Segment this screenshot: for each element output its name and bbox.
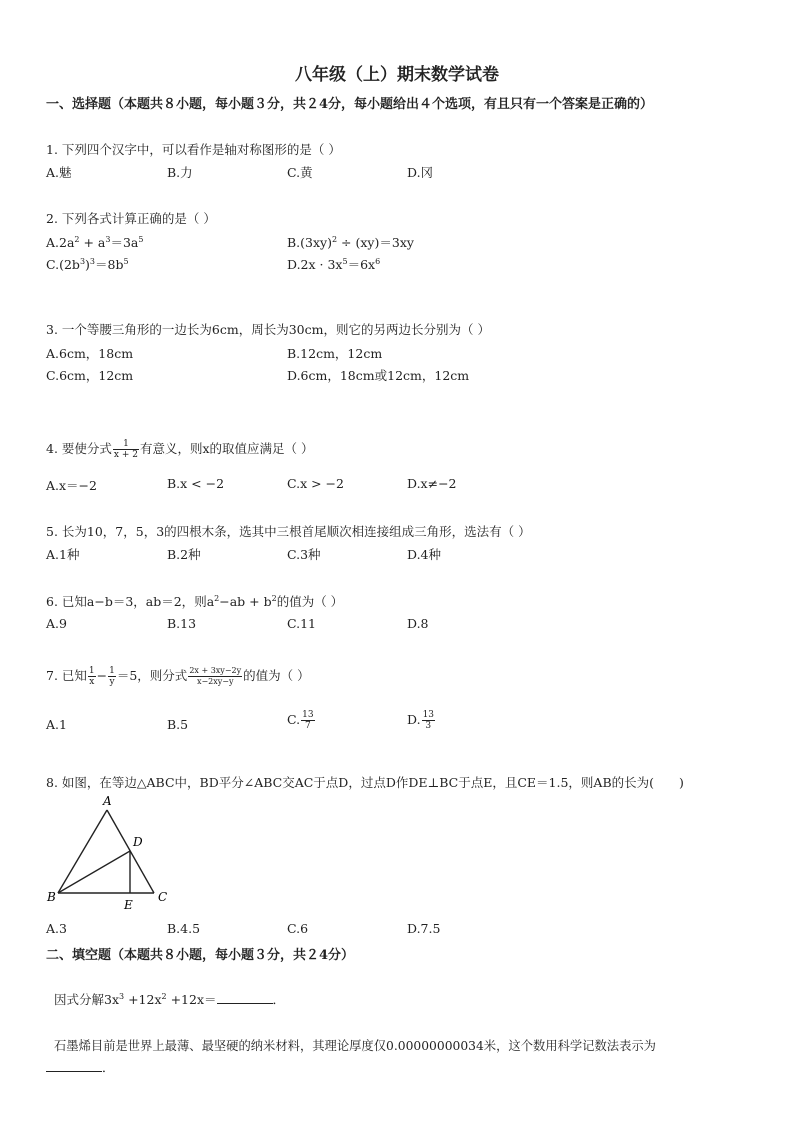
q4-option-c: C.x > −2 xyxy=(287,476,344,491)
q8-option-a: A.3 xyxy=(46,921,67,936)
label-d: D xyxy=(133,835,143,849)
fill-question-1: 因式分解$3x^3 +12x^2 +12x=$ ． xyxy=(54,992,286,1007)
label-b: B xyxy=(47,890,56,904)
q1-option-c: C.黄 xyxy=(287,165,313,180)
q6-option-c: C.11 xyxy=(287,616,316,631)
q3-option-d: D.6cm，18cm或12cm，12cm xyxy=(287,368,470,383)
q5-option-a: A.1种 xyxy=(46,547,80,562)
q3-option-c: C.6cm，12cm xyxy=(46,368,134,383)
answer-blank[interactable] xyxy=(217,1003,273,1004)
q5-option-d: D.4种 xyxy=(407,547,442,562)
q5-option-c: C.3种 xyxy=(287,547,321,562)
question-1-stem: 1. 下列四个汉字中，可以看作是轴对称图形的是（ ） xyxy=(46,142,341,157)
answer-blank[interactable] xyxy=(46,1071,102,1072)
q2-option-d: $D.2x \cdot 3x^5=6x^6$ xyxy=(287,257,381,272)
section-1-heading: 一、选择题（本题共８小题，每小题３分，共２4分，每小题给出４个选项，有且只有一个答案是正确的） xyxy=(46,97,654,112)
q3-option-a: A.6cm，18cm xyxy=(46,346,134,361)
q4-option-b: B.x < −2 xyxy=(167,476,225,491)
q6-option-d: D.8 xyxy=(407,616,429,631)
q2-option-b: $B.(3xy)^2 \div (xy)=3xy$ xyxy=(287,235,414,250)
q4-option-d: D.x≠−2 xyxy=(407,476,457,491)
segment-bd xyxy=(58,851,130,893)
q8-option-c: C.6 xyxy=(287,921,309,936)
page-title: 八年级（上）期末数学试卷 xyxy=(295,65,499,85)
q7-option-b: B.5 xyxy=(167,717,189,732)
section-2-heading: 二、填空题（本题共８小题，每小题３分，共２4分） xyxy=(46,948,355,963)
q8-option-b: B.4.5 xyxy=(167,921,201,936)
triangle-figure xyxy=(40,790,180,915)
q7-option-c: C. $\frac{13}{7}$ xyxy=(287,710,314,731)
q4-fraction: $\frac{1}{x + 2}$ xyxy=(113,439,138,460)
label-e: E xyxy=(124,898,133,912)
side-ab xyxy=(58,810,107,893)
q1-option-a: A.魅 xyxy=(46,165,72,180)
question-3-stem: 3. 一个等腰三角形的一边长为6cm，周长为30cm，则它的另两边长分别为（ ） xyxy=(46,322,490,337)
label-a: A xyxy=(103,794,112,808)
q8-option-d: D.7.5 xyxy=(407,921,441,936)
question-4-stem: 4. 要使分式 $\frac{1}{x + 2}$ 有意义，则x的取值应满足（ ） xyxy=(46,439,314,460)
q1-option-d: D.冈 xyxy=(407,165,434,180)
q1-option-b: B.力 xyxy=(167,165,193,180)
question-5-stem: 5. 长为10，7，5，3的四根木条，选其中三根首尾顺次相连接组成三角形，选法有（ ） xyxy=(46,524,531,539)
question-8-stem: 8. 如图，在等边△ABC中，BD平分∠ABC交AC于点D，过点D作DE⊥BC于点E，且CE＝1.5，则AB的长为( ) xyxy=(46,775,684,790)
q6-option-a: A.9 xyxy=(46,616,67,631)
fill-question-2-answer: ． xyxy=(46,1058,115,1076)
q5-option-b: B.2种 xyxy=(167,547,201,562)
q7-option-a: A.1 xyxy=(46,717,67,732)
q2-option-c: $C.(2b^3)^3=8b^5$ xyxy=(46,257,129,272)
question-2-stem: 2. 下列各式计算正确的是（ ） xyxy=(46,211,216,226)
q7-option-d: D. $\frac{13}{3}$ xyxy=(407,710,435,731)
fill-question-2: 石墨烯目前是世界上最薄、最坚硬的纳米材料，其理论厚度仅0.00000000034米，这个数用科学记数法表示为 xyxy=(54,1039,656,1053)
q3-option-b: B.12cm，12cm xyxy=(287,346,383,361)
q2-option-a: $A.2a^2 + a^3=3a^5$ xyxy=(46,235,144,250)
label-c: C xyxy=(158,890,168,904)
question-7-stem: 7. 已知 $\frac{1}{x}$ − $\frac{1}{y}$ ＝5，则分式 $\frac{2x + 3xy-2y}{x-2xy-y}$ 的值为（ ） xyxy=(46,666,310,687)
question-6-stem: 6. 已知a−b＝3，ab＝2，则$a^2-ab + b^2$的值为（ ） xyxy=(46,594,344,609)
q6-option-b: B.13 xyxy=(167,616,197,631)
q4-option-a: A.x＝−2 xyxy=(46,478,97,493)
